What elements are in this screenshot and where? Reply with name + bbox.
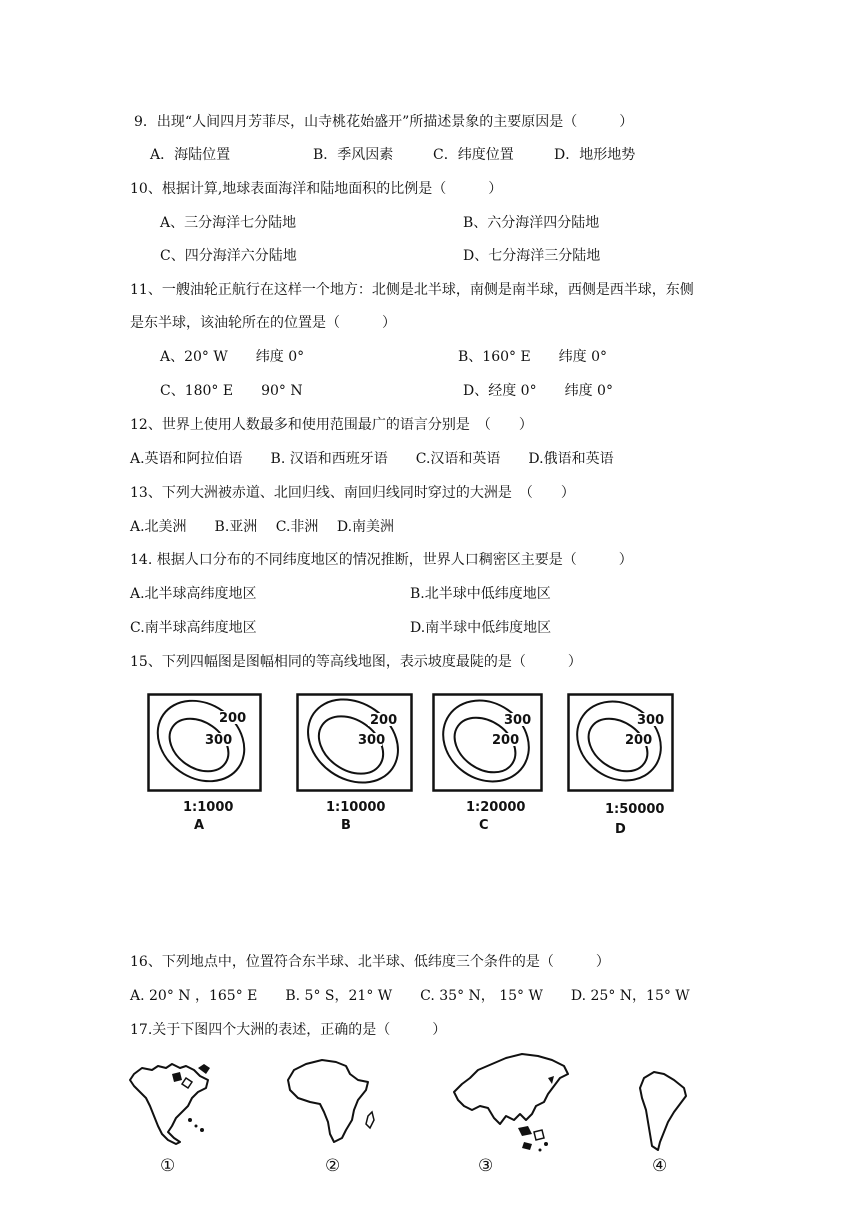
contour-label-outer: 300 [637,713,665,728]
q10-option-b: B、六分海洋四分陆地 [463,215,600,231]
contour-map-b [296,693,414,795]
q9-option-d: D．地形地势 [554,147,636,163]
q9-option-a: A．海陆位置 [150,147,231,163]
map-c-scale: 1:20000 [466,800,526,815]
q14-option-d: D.南半球中低纬度地区 [410,620,552,636]
q10-option-a: A、三分海洋七分陆地 [160,215,297,231]
contour-label-outer: 200 [370,713,398,728]
q14-option-a: A.北半球高纬度地区 [130,586,257,602]
contour-label-outer: 300 [504,713,532,728]
map-d-scale: 1:50000 [605,802,665,817]
q14-option-b: B.北半球中低纬度地区 [410,586,551,602]
continent-label-2: ② [325,1156,341,1176]
q9-option-b: B．季风因素 [313,147,394,163]
south-america-map-icon [636,1068,692,1154]
q13-options: A.北美洲 B.亚洲 C.非洲 D.南美洲 [130,519,395,535]
q11-option-c: C、180° E 90° N [160,383,303,399]
map-d-letter: D [615,822,626,837]
asia-map-icon [448,1048,572,1158]
q9-option-c: C．纬度位置 [433,147,514,163]
contour-label-inner: 200 [625,733,653,748]
contour-label-inner: 300 [205,733,233,748]
map-a-letter: A [194,818,205,833]
map-a-scale: 1:1000 [183,800,234,815]
q12-stem: 12、世界上使用人数最多和使用范围最广的语言分别是 （ ） [130,417,533,433]
q13-stem: 13、下列大洲被赤道、北回归线、南回归线同时穿过的大洲是 （ ） [130,485,575,501]
q16-options: A. 20° N ，165° E B. 5° S，21° W C. 35° N， 15° W D. 25° N，15° W [130,988,690,1004]
map-c-letter: C [479,818,489,833]
continent-label-4: ④ [652,1156,668,1176]
q11-option-a: A、20° W 纬度 0° [160,349,305,365]
contour-label-outer: 200 [219,711,247,726]
contour-label-inner: 300 [358,733,386,748]
africa-map-icon [286,1058,386,1144]
continent-label-1: ① [160,1156,176,1176]
map-b-letter: B [341,818,351,833]
q11-option-d: D、经度 0° 纬度 0° [463,383,613,399]
north-america-map-icon [128,1058,220,1150]
contour-map-c [432,693,544,795]
q12-options: A.英语和阿拉伯语 B. 汉语和西班牙语 C.汉语和英语 D.俄语和英语 [130,451,614,467]
contour-map-a [147,693,263,795]
q14-option-c: C.南半球高纬度地区 [130,620,257,636]
contour-label-inner: 200 [492,733,520,748]
q11-stem-line1: 11、一艘油轮正航行在这样一个地方：北侧是北半球，南侧是南半球，西侧是西半球，东侧 [130,282,694,298]
q9-stem: 9．出现“人间四月芳菲尽，山寺桃花始盛开”所描述景象的主要原因是（ ） [134,114,634,130]
continent-label-3: ③ [478,1156,494,1176]
q10-option-d: D、七分海洋三分陆地 [463,248,601,264]
map-b-scale: 1:10000 [326,800,386,815]
q11-option-b: B、160° E 纬度 0° [458,349,608,365]
q16-stem: 16、下列地点中，位置符合东半球、北半球、低纬度三个条件的是（ ） [130,954,610,970]
q17-stem: 17.关于下图四个大洲的表述，正确的是（ ） [130,1022,447,1038]
q15-stem: 15、下列四幅图是图幅相同的等高线地图，表示坡度最陡的是（ ） [130,654,582,670]
q10-option-c: C、四分海洋六分陆地 [160,248,297,264]
q14-stem: 14. 根据人口分布的不同纬度地区的情况推断，世界人口稠密区主要是（ ） [130,552,633,568]
q10-stem: 10、根据计算,地球表面海洋和陆地面积的比例是（ ） [130,181,503,197]
q11-stem-line2: 是东半球，该油轮所在的位置是（ ） [130,315,396,331]
contour-map-d [567,693,675,795]
